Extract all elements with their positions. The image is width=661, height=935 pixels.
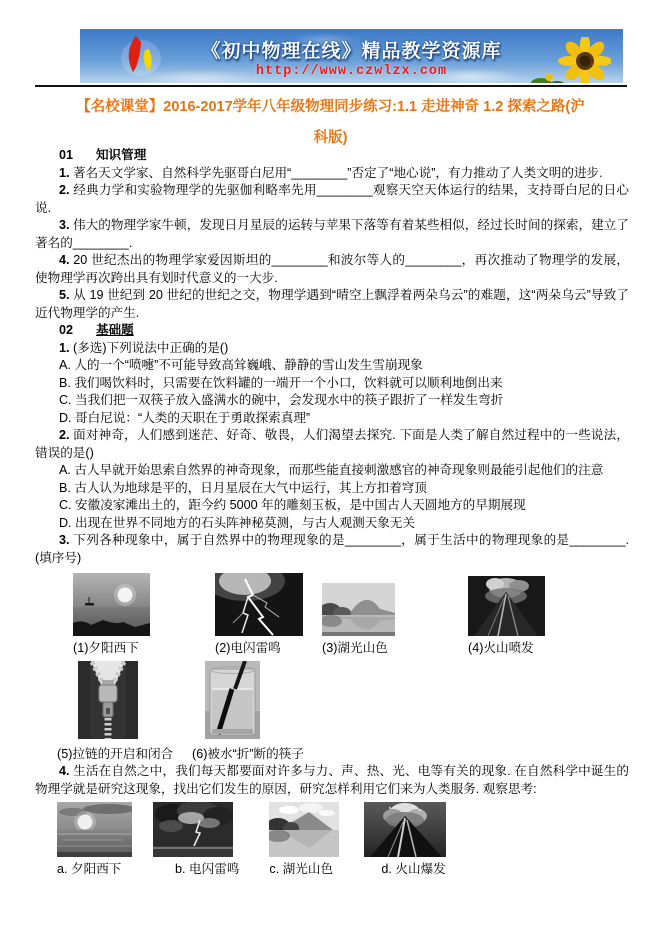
section-name: 基础题: [95, 323, 134, 337]
figure-caption: (4)火山喷发: [468, 641, 534, 655]
section-number: 01: [58, 148, 73, 162]
site-url-link[interactable]: http://www.czwlzx.com: [255, 64, 448, 79]
figure-storm-2: [153, 802, 239, 878]
chopsticks-in-water-photo: [205, 661, 260, 739]
figure-lake-1: [322, 583, 395, 657]
question-2-option-b: B. 古人认为地球是平的，日月星辰在大气中运行，其上方扣着穹顶: [58, 480, 427, 495]
question-1-option-a: A. 人的一个“喷嚏”不可能导致高耸巍峨、静静的雪山发生雪崩现象: [58, 358, 423, 372]
knowledge-item-4: 4. 20 世纪杰出的物理学家爱因斯坦的________和波尔等人的________，再次推动了物理学的发展，使物理学再次跨出具有划时代意义的一大步.: [35, 253, 630, 285]
figure-row-3: [35, 802, 629, 878]
figure-row-2: [35, 661, 629, 763]
site-banner: [80, 29, 623, 83]
figure-caption: (1)夕阳西下: [73, 641, 139, 655]
header-divider: [35, 85, 627, 87]
lake-photo: [269, 802, 339, 857]
figure-caption: (5)拉链的开启和闭合: [57, 747, 174, 761]
page-title-line1: 【名校课堂】2016-2017学年八年级物理同步练习:1.1 走进神奇 1.2 探索之路(沪: [76, 99, 585, 115]
sunset-photo: [57, 802, 132, 857]
question-2-option-c: C. 安徽凌家滩出土的，距今约 5000 年的雕刻玉板，是中国古人天圆地方的早期展现: [58, 498, 526, 512]
knowledge-item-5: 5. 从 19 世纪到 20 世纪的世纪之交，物理学遇到“晴空上飘浮着两朵乌云”的难题，这“两朵乌云”导致了近代物理学的产生.: [35, 288, 630, 320]
figure-caption: a. 夕阳西下: [57, 862, 122, 876]
section-name: 知识管理: [95, 148, 147, 162]
site-title: 《初中物理在线》精品教学资源库: [201, 41, 502, 62]
question-4-stem: 4. 生活在自然之中，我们每天都要面对许多与力、声、热、光、电等有关的现象. 在自然科学中诞生的物理学就是研究这现象，找出它们发生的原因，研究怎样利用它们来为人类服务. 观察思考:: [35, 764, 629, 796]
figure-caption: (2)电闪雷鸣: [215, 641, 281, 655]
sunflower-icon: [523, 37, 611, 83]
question-1-option-d: D. 哥白尼说：“人类的天职在于勇敢探索真理”: [58, 410, 311, 425]
question-2-option-d: D. 出现在世界不同地方的石头阵神秘莫测，与古人观测天象无关: [58, 515, 416, 530]
figure-row-1: [35, 573, 629, 657]
figure-volcano-2: [364, 802, 446, 878]
figure-lake-2: [269, 802, 339, 878]
storm-lightning-photo: [153, 802, 233, 857]
section-knowledge-header: [35, 147, 629, 165]
figure-sunset-2: [57, 802, 132, 878]
knowledge-item-3: 3. 伟大的物理学家牛顿，发现日月星辰的运转与苹果下落等有着某些相似，经过长时间的探索，建立了著名的________.: [35, 218, 630, 250]
volcano-photo: [364, 802, 446, 857]
page-title-line2: 科版): [313, 130, 348, 146]
question-2-stem: 2. 面对神奇，人们感到迷茫、好奇、敬畏，人们渴望去探究. 下面是人类了解自然过程中的一些说法，错误的是(): [35, 428, 629, 460]
question-2-option-a: A. 古人早就开始思索自然界的神奇现象，而那些能直接刺激感官的神奇现象则最能引起他们的注意: [58, 463, 604, 477]
page-title: [0, 92, 661, 154]
knowledge-item-2: 2. 经典力学和实验物理学的先驱伽利略率先用________观察天空天体运行的结果，支持哥白尼的日心说.: [35, 183, 629, 215]
figure-caption: b. 电闪雷鸣: [175, 862, 240, 876]
section-number: 02: [58, 323, 73, 337]
question-3-stem: 3. 下列各种现象中，属于自然界中的物理现象的是________，属于生活中的物理现象的是________. (填序号): [35, 533, 629, 565]
document-body: [35, 147, 629, 878]
question-1-stem: 1. (多选)下列说法中正确的是(): [58, 340, 229, 355]
figure-volcano-1: [468, 576, 545, 657]
figure-lightning-1: [215, 573, 303, 657]
volcano-photo: [468, 576, 545, 636]
sunset-photo: [73, 573, 150, 636]
figure-caption: c. 湖光山色: [269, 862, 334, 876]
figure-sunset-1: [73, 573, 150, 657]
question-1-option-c: C. 当我们把一双筷子放入盛满水的碗中，会发现水中的筷子跟折了一样发生弯折: [58, 393, 504, 407]
lightning-photo: [215, 573, 303, 636]
lake-photo: [322, 583, 395, 636]
zipper-photo: [78, 661, 138, 739]
figure-caption: (6)被水“折”断的筷子: [192, 747, 304, 761]
question-1-option-b: B. 我们喝饮料时，只需要在饮料罐的一端开一个小口，饮料就可以顺利地倒出来: [58, 375, 503, 390]
knowledge-item-1: 1. 著名天文学家、自然科学先驱哥白尼用“________”否定了“地心说”，有力推动了人类文明的进步.: [58, 165, 603, 180]
section-basic-header: [35, 322, 629, 340]
figure-caption: d. 火山爆发: [381, 862, 446, 876]
figure-caption: (3)湖光山色: [322, 641, 388, 655]
